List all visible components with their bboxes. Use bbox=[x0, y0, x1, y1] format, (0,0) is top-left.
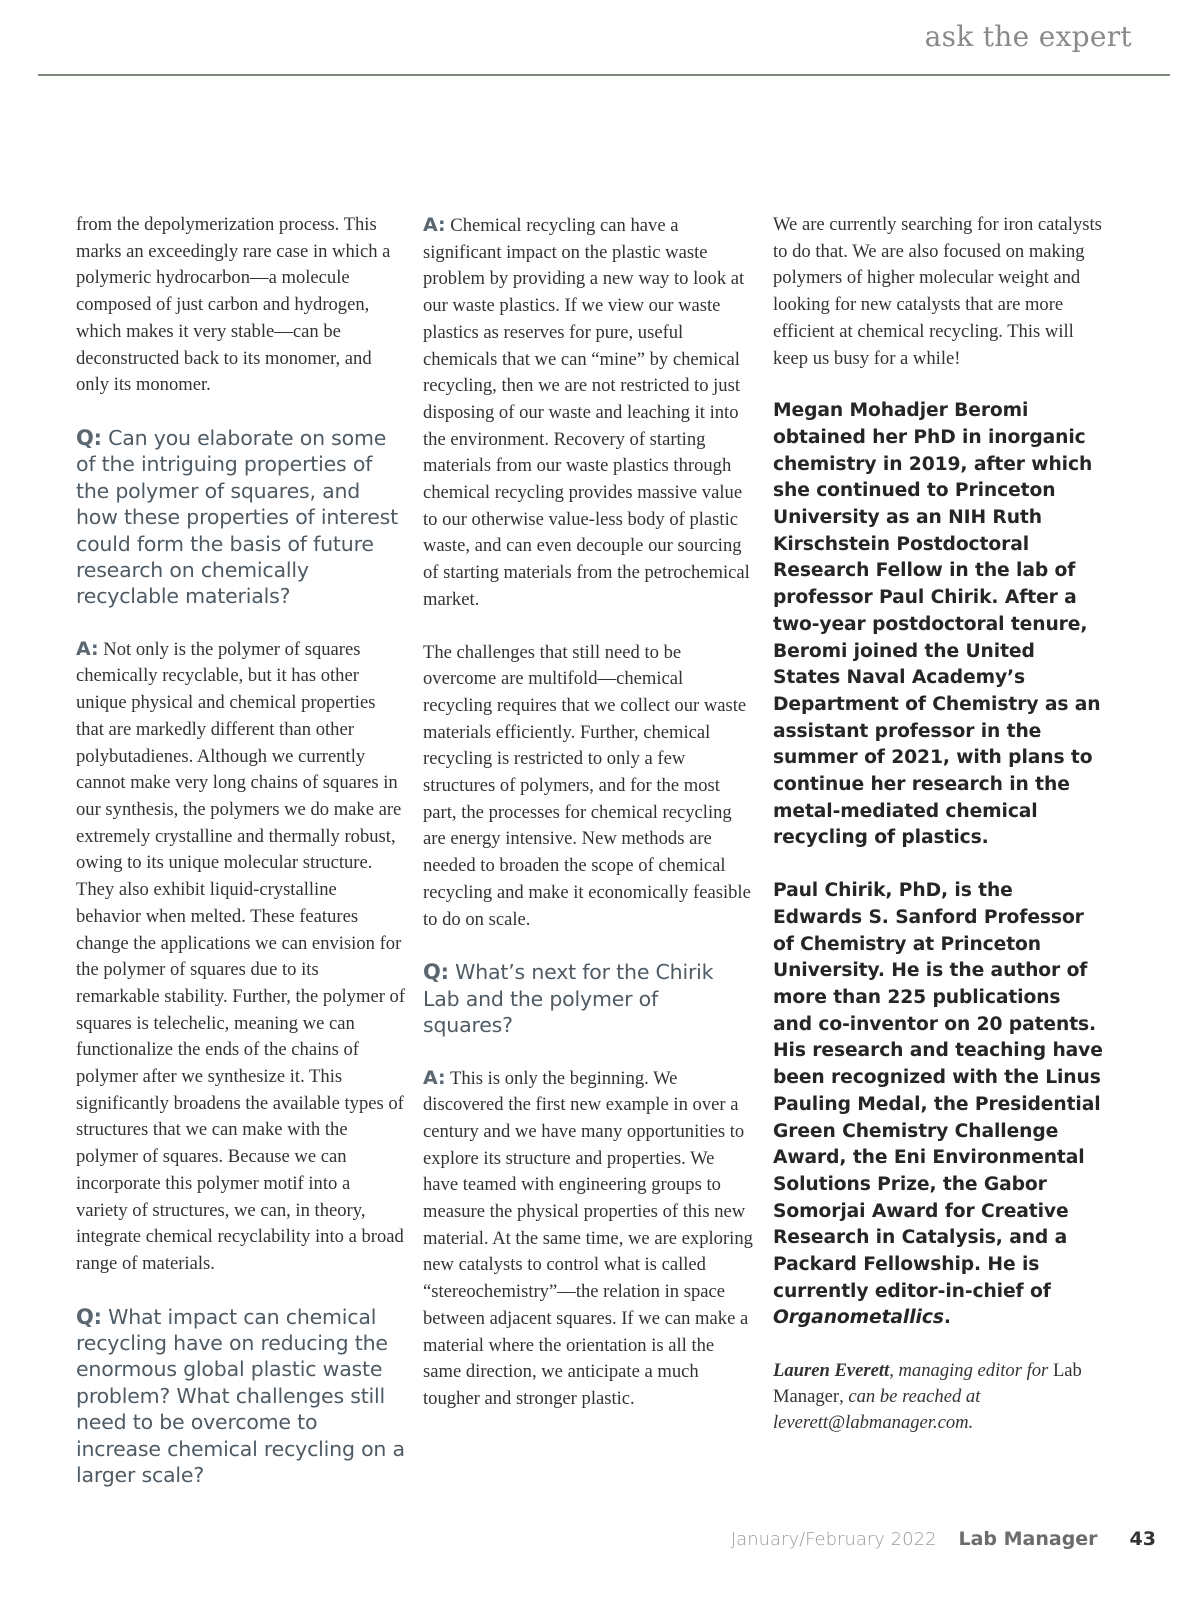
question-mark-label: Q: bbox=[76, 1304, 102, 1329]
column-3 bbox=[773, 212, 1103, 1436]
header-rule bbox=[38, 74, 1170, 76]
question-text: Can you elaborate on some of the intriguing properties of the polymer of squares, and how these properties of interest could form the basis of future research on chemically recyclable materials? bbox=[76, 425, 398, 609]
journal-title: Organometallics bbox=[773, 1307, 944, 1329]
answer-text: This is only the beginning. We discovered the first new example in over a century and we have many opportunities to explore its structure and properties. We have teamed with engineering groups to measure the physical properties of this new material. At the same time, we are exploring new catalysts to control what is called “stereochemistry”—the relation in space between adjacent squares. If we can make a material where the orientation is all the same direction, we anticipate a much tougher and stronger plastic. bbox=[423, 1067, 753, 1409]
credit-mid: , managing editor for bbox=[889, 1360, 1053, 1382]
answer bbox=[76, 636, 406, 1278]
answer bbox=[423, 212, 753, 614]
page-number: 43 bbox=[1129, 1528, 1156, 1550]
paragraph: The challenges that still need to be overcome are multifold—chemical recycling requires that we collect our waste materials efficiently. Further, chemical recycling is restricted to only a few structures of polymers, and for the most part, the processes for chemical recycling are energy intensive. New methods are needed to broaden the scope of chemical recycling and make it economically feasible to do on scale. bbox=[423, 641, 751, 930]
credit-publication: Lab Manager bbox=[773, 1360, 1082, 1408]
question bbox=[423, 959, 753, 1038]
answer-text: Chemical recycling can have a significant impact on the plastic waste problem by providing a new way to look at our waste plastics. If we view our waste plastics as reserves for pure, useful chemicals that we can “mine” by chemical recycling, then we are not restricted to just disposing of our waste and leaching it into the environment. Recovery of starting materials from our waste plastics through chemical recycling provides massive value to our otherwise value-less body of plastic waste, and can even decouple our sourcing of starting materials from the petrochemical market. bbox=[423, 215, 750, 610]
question bbox=[76, 425, 406, 610]
question-text: What impact can chemical recycling have on reducing the enormous global plastic waste problem? What challenges still need to be overcome to increase chemical recycling on a larger scale? bbox=[76, 1304, 405, 1488]
question-text: What’s next for the Chirik Lab and the polymer of squares? bbox=[423, 960, 714, 1038]
author-bio-beromi: Megan Mohadjer Beromi obtained her PhD in inorganic chemistry in 2019, after which she continued to Princeton University as an NIH Ruth Kirschstein Postdoctoral Research Fellow in the lab of professor Paul Chirik. After a two-year postdoctoral tenure, Beromi joined the United States Naval Academy’s Department of Chemistry as an assistant professor in the summer of 2021, with plans to continue her research in the metal-mediated chemical recycling of plastics. bbox=[773, 400, 1101, 849]
column-1 bbox=[76, 212, 406, 1514]
section-label: ask the expert bbox=[924, 20, 1132, 53]
issue-date: January/February 2022 bbox=[730, 1529, 937, 1550]
column-2 bbox=[423, 212, 753, 1413]
bio-end: . bbox=[943, 1307, 951, 1329]
answer-mark-label: A: bbox=[76, 637, 99, 660]
credit-name: Lauren Everett bbox=[773, 1360, 890, 1382]
paragraph: from the depolymerization process. This marks an exceedingly rare case in which a polymeric hydrocarbon—a molecule composed of just carbon and hydrogen, which makes it very stable—can be deconstructed back to its monomer, and only its monomer. bbox=[76, 214, 391, 396]
paragraph: We are currently searching for iron catalysts to do that. We are also focused on making polymers of higher molecular weight and looking for new catalysts that are more efficient at chemical recycling. This will keep us busy for a while! bbox=[773, 214, 1102, 369]
question-mark-label: Q: bbox=[423, 960, 449, 985]
editor-credit bbox=[773, 1358, 1103, 1436]
author-bio-chirik bbox=[773, 878, 1103, 1332]
answer-text: Not only is the polymer of squares chemically recyclable, but it has other unique physical and chemical properties that are markedly different than other polybutadienes. Although we currently cannot make very long chains of squares in our synthesis, the polymers we do make are extremely crystalline and thermally robust, owing to its unique molecular structure. They also exhibit liquid-crystalline behavior when melted. These features change the applications we can envision for the polymer of squares due to its remarkable stability. Further, the polymer of squares is telechelic, meaning we can functionalize the ends of the chains of polymer after we synthesize it. This significantly broadens the available types of structures that we can make with the polymer of squares. Because we can incorporate this polymer motif into a variety of structures, we can, in theory, integrate chemical recyclability into a broad range of materials. bbox=[76, 638, 406, 1274]
answer bbox=[423, 1065, 753, 1413]
page-footer bbox=[731, 1528, 1156, 1550]
answer-mark-label: A: bbox=[423, 214, 446, 236]
credit-end: , can be reached at leverett@labmanager.com. bbox=[773, 1386, 981, 1434]
bio-text: Paul Chirik, PhD, is the Edwards S. Sanford Professor of Chemistry at Princeton University. He is the author of more than 225 publications and co-inventor on 20 patents. His research and teaching have been recognized with the Linus Pauling Medal, the Presidential Green Chemistry Challenge Award, the Eni Environmental Solutions Prize, the Gabor Somorjai Award for Creative Research in Catalysis, and a Packard Fellowship. He is currently editor-in-chief of bbox=[773, 880, 1103, 1302]
question-mark-label: Q: bbox=[76, 425, 102, 450]
question bbox=[76, 1304, 406, 1489]
answer-mark-label: A: bbox=[423, 1066, 446, 1089]
publication-name: Lab Manager bbox=[958, 1528, 1098, 1550]
